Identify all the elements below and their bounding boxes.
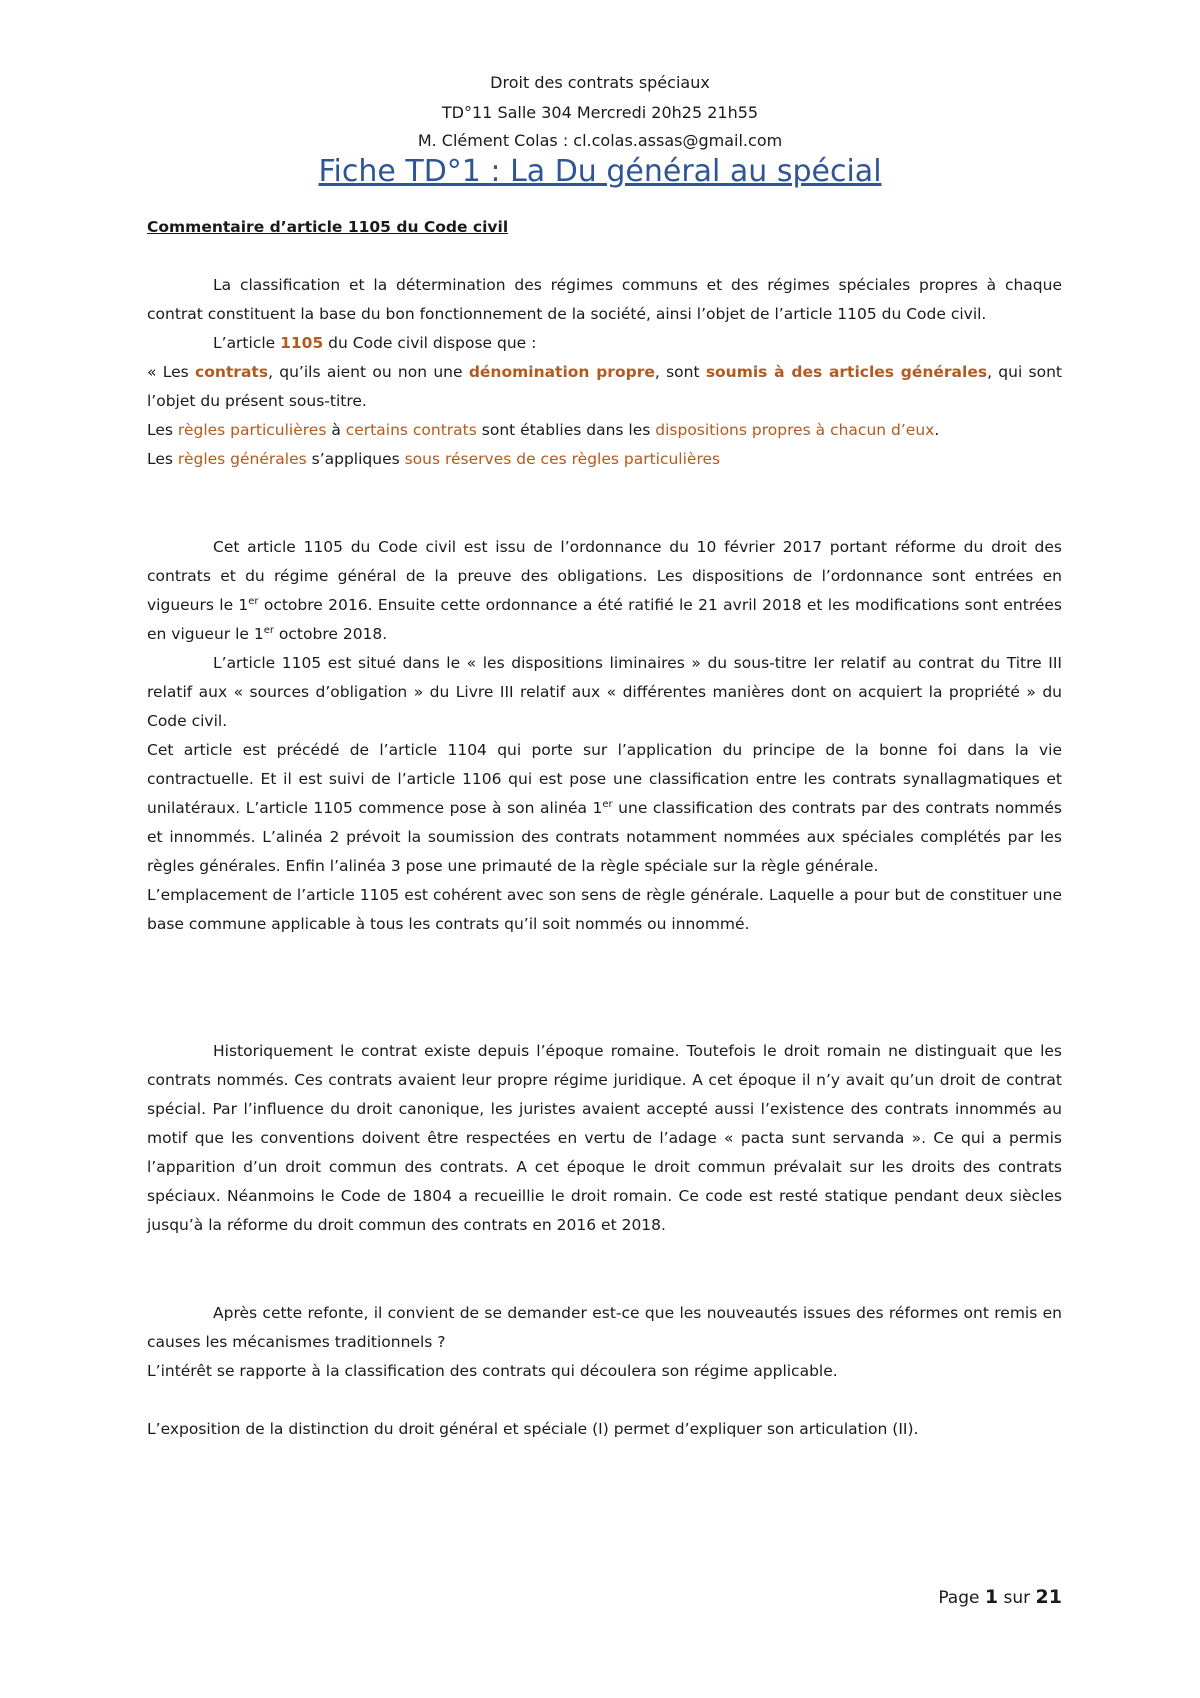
footer-label: Page (938, 1588, 985, 1608)
quote-line-1 (147, 358, 1062, 416)
highlight-denomination: dénomination propre (468, 363, 655, 381)
text-run: , qui sont l’objet du présent sous-titre. (147, 363, 1062, 410)
footer-separator: sur (998, 1588, 1036, 1608)
text-run: sont établies dans les (476, 421, 656, 439)
problem-block (147, 1299, 1062, 1386)
text-run: . (934, 421, 940, 439)
article-number: 1105 (280, 334, 324, 352)
text-run: du Code civil dispose que : (323, 334, 537, 352)
text-run: Les (147, 450, 178, 468)
text-run: une classification des contrats par des contrats nommés et innommés. L’alinéa 2 prévoit la soumission des contrats notamment nommées aux spéciales complétés par les règles générales. Enfin l’alinéa 3 pose une primauté de la règle spéciale sur la règle générale. (147, 799, 1062, 875)
superscript: er (248, 595, 259, 607)
course-name: Droit des contrats spéciaux (490, 73, 710, 92)
highlight-certains-contrats: certains contrats (345, 421, 477, 439)
history-paragraph: Historiquement le contrat existe depuis l’époque romaine. Toutefois le droit romain ne distinguait que les contrats nommés. Ces contrats avaient leur propre régime juridique. A cet époque il n’y avait qu’un droit de contrat spécial. Par l’influence du droit canonique, les juristes avaient accepté aussi l’existence des contrats innommés au motif que les conventions doivent être respectées en vertu de l’adage « pacta sunt servanda ». Ce qui a permis l’apparition d’un droit commun des contrats. A cet époque le droit commun prévalait sur les droits des contrats spéciaux. Néanmoins le Code de 1804 a recueillie le droit romain. Ce code est resté statique pendant deux siècles jusqu’à la réforme du droit commun des contrats en 2016 et 2018. (147, 1042, 1062, 1234)
text-run: Cet article est précédé de l’article 1104 qui porte sur l’application du principe de la bonne foi dans la vie contractuelle. Et il est suivi de l’article 1106 qui est pose une classification entre les contrats synallagmatiques et unilatéraux. L’article 1105 commence pose à son alinéa 1 (147, 741, 1062, 817)
intro-block (147, 271, 1062, 474)
current-page-number: 1 (984, 1586, 999, 1608)
context-paragraph-4: L’emplacement de l’article 1105 est cohérent avec son sens de règle générale. Laquelle a pour but de constituer une base commune applicable à tous les contrats qu’il soit nommés ou innommé. (147, 886, 1062, 933)
quote-line-2 (147, 416, 1062, 445)
text-run: « Les (147, 363, 196, 381)
context-paragraph-1 (147, 533, 1062, 649)
plan-block (147, 1415, 1062, 1444)
highlight-regles-generales: règles générales (177, 450, 307, 468)
page-footer (938, 1586, 1062, 1608)
article-intro-line (147, 329, 1062, 358)
history-block (147, 1037, 1062, 1240)
problematic-question: Après cette refonte, il convient de se demander est-ce que les nouveautés issues des réformes ont remis en causes les mécanismes traditionnels ? (147, 1304, 1062, 1351)
session-info: TD°11 Salle 304 Mercredi 20h25 21h55 (441, 103, 759, 122)
text-run: , qu’ils aient ou non une (268, 363, 469, 381)
context-paragraph-2: L’article 1105 est situé dans le « les dispositions liminaires » du sous-titre Ier relatif au contrat du Titre III relatif aux « sources d’obligation » du Livre III relatif aux « différentes manières dont on acquiert la propriété » du Code civil. (147, 654, 1062, 730)
text-run: Les (147, 421, 178, 439)
text-run: octobre 2018. (274, 625, 388, 643)
text-run: , sont (654, 363, 706, 381)
text-run: à (326, 421, 346, 439)
total-pages: 21 (1035, 1586, 1062, 1608)
highlight-soumis: soumis à des articles générales (705, 363, 988, 381)
page-title: Fiche TD°1 : La Du général au spécial (318, 154, 882, 189)
quote-line-3 (147, 445, 1062, 474)
highlight-dispositions: dispositions propres à chacun d’eux (655, 421, 935, 439)
text-run: Cet article 1105 du Code civil est issu de l’ordonnance du 10 février 2017 portant réforme du droit des contrats et du régime général de la preuve des obligations. Les dispositions de l’ordonnance sont entrées en vigueurs le 1 (147, 538, 1062, 614)
text-run: octobre 2016. Ensuite cette ordonnance a été ratifié le 21 avril 2018 et les modifications sont entrées en vigueur le 1 (147, 596, 1062, 643)
text-run: L’article (213, 334, 281, 352)
highlight-sous-reserves: sous réserves de ces règles particulières (404, 450, 721, 468)
superscript: er (263, 624, 274, 636)
context-paragraph-3 (147, 736, 1062, 881)
context-block (147, 533, 1062, 939)
plan-announcement: L’exposition de la distinction du droit général et spéciale (I) permet d’expliquer son articulation (II). (147, 1420, 919, 1438)
intro-paragraph: La classification et la détermination des régimes communs et des régimes spéciales propres à chaque contrat constituent la base du bon fonctionnement de la société, ainsi l’objet de l’article 1105 du Code civil. (147, 276, 1062, 323)
highlight-regles-particulieres: règles particulières (177, 421, 327, 439)
interest-paragraph: L’intérêt se rapporte à la classification des contrats qui découlera son régime applicable. (147, 1362, 838, 1380)
highlight-contrats: contrats (195, 363, 269, 381)
section-heading: Commentaire d’article 1105 du Code civil (147, 218, 509, 236)
superscript: er (602, 798, 613, 810)
instructor-contact: M. Clément Colas : cl.colas.assas@gmail.com (417, 131, 783, 150)
text-run: s’appliques (306, 450, 405, 468)
